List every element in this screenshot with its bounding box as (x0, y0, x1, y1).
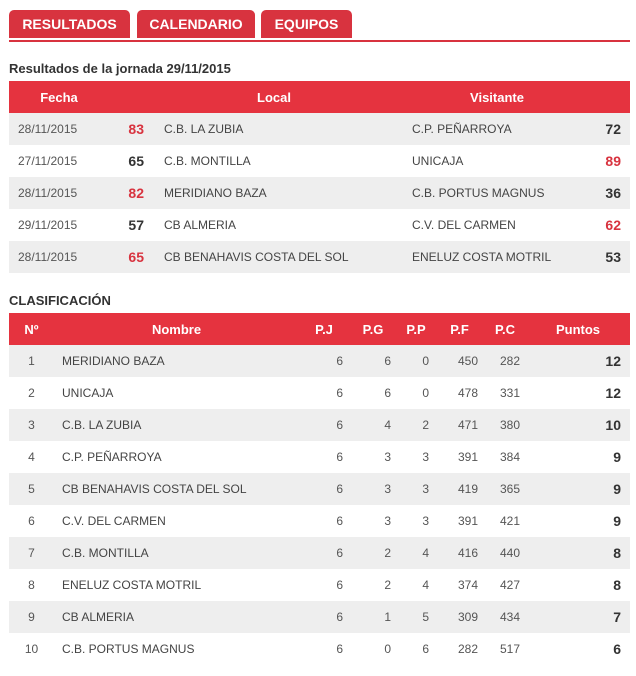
header-pp: P.P (397, 313, 435, 345)
standings-pj: 6 (336, 386, 343, 400)
standings-row (9, 537, 630, 569)
standings-team[interactable]: ENELUZ COSTA MOTRIL (62, 578, 202, 592)
away-score: 53 (590, 241, 630, 273)
header-away-score (590, 81, 630, 113)
home-score: 65 (128, 153, 144, 169)
standings-row (9, 345, 630, 377)
standings-pos: 8 (28, 578, 35, 592)
standings-pos: 1 (9, 345, 54, 377)
header-fecha: Fecha (9, 81, 109, 113)
standings-pp: 2 (397, 409, 435, 441)
standings-puntos: 8 (613, 577, 621, 593)
standings-pf: 478 (457, 386, 478, 400)
away-score: 72 (590, 113, 630, 145)
standings-pos: 2 (28, 386, 35, 400)
standings-pg: 6 (349, 345, 397, 377)
result-row (9, 113, 630, 145)
standings-pg: 6 (384, 386, 391, 400)
standings-pj: 6 (299, 601, 349, 633)
standings-pp: 3 (422, 450, 429, 464)
standings-team[interactable]: C.V. DEL CARMEN (62, 514, 166, 528)
header-puntos: Puntos (526, 313, 630, 345)
away-team[interactable]: C.P. PEÑARROYA (404, 113, 590, 145)
result-date: 28/11/2015 (9, 177, 109, 209)
standings-pos: 4 (28, 450, 35, 464)
standings-pj: 6 (336, 450, 343, 464)
away-team[interactable]: C.B. PORTUS MAGNUS (404, 177, 590, 209)
standings-pg: 3 (349, 473, 397, 505)
standings-team[interactable]: CB BENAHAVIS COSTA DEL SOL (54, 473, 299, 505)
standings-pp: 4 (422, 578, 429, 592)
standings-pp: 3 (422, 514, 429, 528)
away-score: 62 (605, 217, 621, 233)
standings-pos: 6 (28, 514, 35, 528)
home-team[interactable]: C.B. LA ZUBIA (144, 113, 404, 145)
home-team[interactable]: C.B. MONTILLA (164, 154, 251, 168)
standings-row (9, 409, 630, 441)
standings-pp: 3 (397, 473, 435, 505)
standings-pf: 374 (457, 578, 478, 592)
standings-pc: 517 (499, 642, 520, 656)
away-score: 89 (605, 153, 621, 169)
header-pos: Nº (9, 313, 54, 345)
standings-pf: 450 (435, 345, 484, 377)
away-team[interactable]: C.V. DEL CARMEN (412, 218, 516, 232)
standings-pc: 440 (484, 537, 526, 569)
standings-team[interactable]: C.P. PEÑARROYA (62, 450, 162, 464)
result-row (9, 241, 630, 273)
standings-puntos: 9 (526, 473, 630, 505)
home-team[interactable]: CB BENAHAVIS COSTA DEL SOL (144, 241, 404, 273)
standings-pf: 309 (435, 601, 484, 633)
standings-pp: 0 (397, 345, 435, 377)
result-row (9, 209, 630, 241)
standings-pf: 391 (457, 514, 478, 528)
standings-pj: 6 (336, 642, 343, 656)
standings-pf: 416 (435, 537, 484, 569)
result-row (9, 145, 630, 177)
tab-bar (9, 10, 630, 42)
header-visitante: Visitante (404, 81, 590, 113)
standings-body (9, 345, 630, 665)
standings-row (9, 601, 630, 633)
standings-pf: 419 (435, 473, 484, 505)
tab-calendario[interactable]: CALENDARIO (137, 10, 255, 38)
standings-team[interactable]: MERIDIANO BAZA (54, 345, 299, 377)
standings-pc: 421 (499, 514, 520, 528)
home-score: 82 (109, 177, 144, 209)
away-team[interactable]: ENELUZ COSTA MOTRIL (404, 241, 590, 273)
away-score: 36 (590, 177, 630, 209)
standings-pj: 6 (299, 345, 349, 377)
standings-pj: 6 (299, 537, 349, 569)
standings-pg: 2 (384, 578, 391, 592)
tab-equipos[interactable]: EQUIPOS (261, 10, 352, 38)
tab-resultados[interactable]: RESULTADOS (9, 10, 130, 38)
standings-team[interactable]: UNICAJA (62, 386, 114, 400)
header-home-score (109, 81, 144, 113)
header-pg: P.G (349, 313, 397, 345)
standings-puntos: 9 (613, 449, 621, 465)
standings-pg: 2 (349, 537, 397, 569)
standings-pg: 3 (384, 450, 391, 464)
standings-pg: 0 (384, 642, 391, 656)
standings-team[interactable]: C.B. PORTUS MAGNUS (62, 642, 195, 656)
result-row (9, 177, 630, 209)
standings-pp: 5 (397, 601, 435, 633)
standings-pc: 365 (484, 473, 526, 505)
standings-pj: 6 (299, 409, 349, 441)
standings-pj: 6 (336, 578, 343, 592)
home-score: 83 (109, 113, 144, 145)
standings-pos: 3 (9, 409, 54, 441)
result-date: 29/11/2015 (18, 218, 78, 232)
standings-puntos: 10 (526, 409, 630, 441)
results-title: Resultados de la jornada 29/11/2015 (9, 61, 231, 76)
standings-team[interactable]: C.B. MONTILLA (54, 537, 299, 569)
standings-puntos: 7 (526, 601, 630, 633)
standings-pf: 471 (435, 409, 484, 441)
result-date: 28/11/2015 (9, 113, 109, 145)
standings-row (9, 633, 630, 665)
standings-puntos: 9 (613, 513, 621, 529)
standings-team[interactable]: CB ALMERIA (54, 601, 299, 633)
standings-pg: 1 (349, 601, 397, 633)
standings-puntos: 12 (605, 385, 621, 401)
header-nombre: Nombre (54, 313, 299, 345)
header-pj: P.J (299, 313, 349, 345)
standings-pc: 331 (499, 386, 520, 400)
standings-table (9, 313, 630, 665)
standings-pos: 9 (9, 601, 54, 633)
standings-pc: 384 (499, 450, 520, 464)
standings-row (9, 441, 630, 473)
standings-puntos: 12 (526, 345, 630, 377)
home-score: 65 (109, 241, 144, 273)
standings-puntos: 8 (526, 537, 630, 569)
standings-pj: 6 (299, 473, 349, 505)
standings-pf: 282 (457, 642, 478, 656)
standings-puntos: 6 (613, 641, 621, 657)
result-date: 28/11/2015 (9, 241, 109, 273)
home-score: 57 (128, 217, 144, 233)
header-local: Local (144, 81, 404, 113)
standings-pf: 391 (457, 450, 478, 464)
header-pc: P.C (484, 313, 526, 345)
standings-team[interactable]: C.B. LA ZUBIA (54, 409, 299, 441)
standings-row (9, 505, 630, 537)
standings-pg: 4 (349, 409, 397, 441)
standings-pos: 5 (9, 473, 54, 505)
standings-pc: 434 (484, 601, 526, 633)
standings-pp: 0 (422, 386, 429, 400)
standings-pc: 427 (499, 578, 520, 592)
home-team[interactable]: MERIDIANO BAZA (144, 177, 404, 209)
standings-row (9, 377, 630, 409)
home-team[interactable]: CB ALMERIA (164, 218, 237, 232)
standings-pos: 10 (24, 642, 39, 656)
header-pf: P.F (435, 313, 484, 345)
standings-title: CLASIFICACIÓN (9, 293, 111, 308)
standings-pj: 6 (336, 514, 343, 528)
standings-pos: 7 (9, 537, 54, 569)
standings-row (9, 473, 630, 505)
standings-pp: 6 (422, 642, 429, 656)
standings-pc: 380 (484, 409, 526, 441)
away-team[interactable]: UNICAJA (412, 154, 464, 168)
result-date: 27/11/2015 (18, 154, 78, 168)
standings-pg: 3 (384, 514, 391, 528)
results-table (9, 81, 630, 273)
results-body (9, 113, 630, 273)
standings-row (9, 569, 630, 601)
standings-pp: 4 (397, 537, 435, 569)
standings-pc: 282 (484, 345, 526, 377)
